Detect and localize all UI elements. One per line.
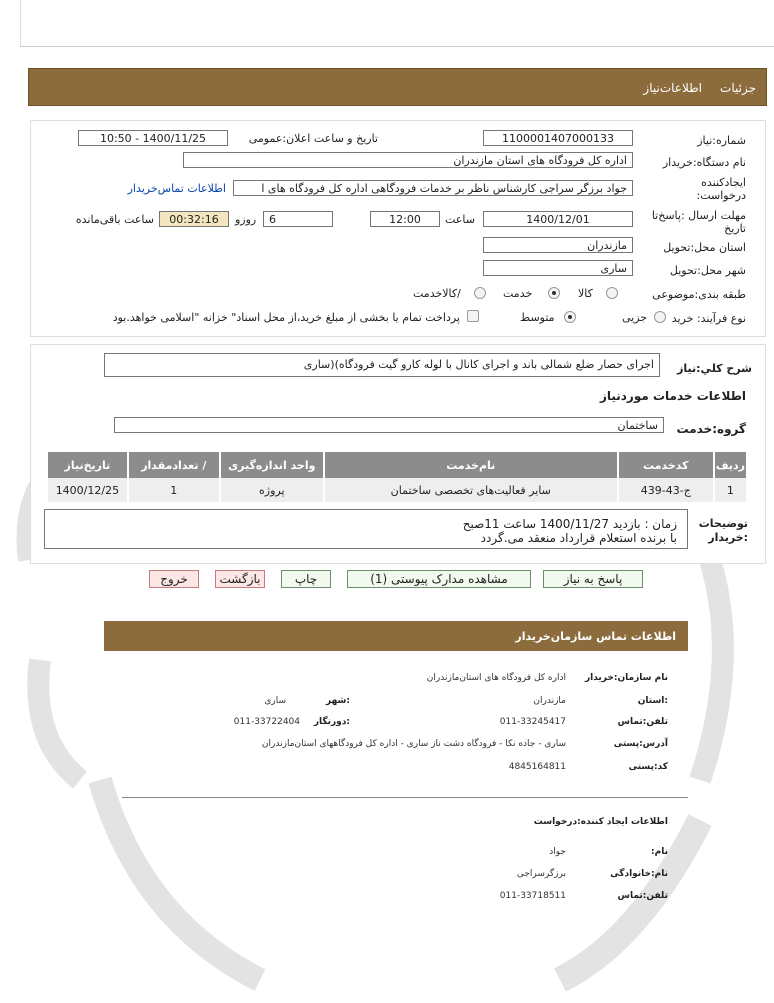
buyer-contact-header xyxy=(104,621,688,651)
process-option-medium: متوسط xyxy=(520,311,555,324)
creator-field: جواد برزگر سراجی کارشناس ناظر بر خدمات فرودگاهی اداره کل فرودگاه های ا xyxy=(233,180,633,196)
city-label: شهر محل:تحویل xyxy=(669,264,746,277)
contact-fax-value: 011-33722404 xyxy=(233,717,300,727)
creator-label: ایجادکننده xyxy=(701,176,746,189)
category-label: طبقه بندی:موضوعی xyxy=(652,288,746,301)
col-service-name: نام‌خدمت xyxy=(324,452,618,478)
required-services-title: اطلاعات خدمات موردنیاز xyxy=(599,389,746,403)
need-number-label: شماره:نیاز xyxy=(697,134,746,147)
col-row-number: ردیف xyxy=(714,452,746,478)
col-need-date: تاریخ‌نیاز xyxy=(47,452,128,478)
contact-org-value: اداره کل فرودگاه های استان‌مازندران xyxy=(426,673,566,683)
category-radio-service[interactable] xyxy=(548,287,560,299)
deadline-label-2: تاریخ xyxy=(724,222,746,235)
service-group-label: گروه:خدمت xyxy=(676,422,746,436)
contact-fax-label: :دورنگار xyxy=(313,717,350,727)
contact-phone-label: تلفن:تماس xyxy=(617,717,668,727)
contact-org-label: نام سازمان:خریدار xyxy=(584,673,668,683)
print-button[interactable]: چاپ xyxy=(281,570,331,588)
creator-phone-label: تلفن:تماس xyxy=(617,891,668,901)
announce-date-label: تاریخ و ساعت اعلان:عمومی xyxy=(248,132,378,145)
col-unit: واحد اندازه‌گیری xyxy=(220,452,324,478)
details-header-bar xyxy=(28,68,767,106)
creator-family-label: نام:خانوادگی xyxy=(610,869,668,879)
cell-service-name: سایر فعالیت‌های تخصصی ساختمان xyxy=(324,478,618,502)
treasury-payment-checkbox[interactable] xyxy=(467,310,479,322)
cell-service-code: ج-43-439 xyxy=(618,478,714,502)
process-radio-minor[interactable] xyxy=(654,311,666,323)
contact-province-value: مازندران xyxy=(533,696,566,706)
contact-city-value: ساری xyxy=(264,696,286,706)
tab-details[interactable]: جزئیات xyxy=(720,81,756,95)
creator-label-2: درخواست: xyxy=(696,189,746,202)
deadline-time-label: ساعت xyxy=(445,213,475,226)
exit-button[interactable]: خروج xyxy=(149,570,199,588)
category-radio-goods-service[interactable] xyxy=(474,287,486,299)
tab-need-info[interactable]: اطلاعات‌نیاز xyxy=(643,81,702,95)
days-field: 6 xyxy=(263,211,333,227)
general-description-field: اجرای حصار ضلع شمالی باند و اجرای کانال با لوله کارو گیت فرودگاه)(ساری xyxy=(104,353,660,377)
contact-postal-value: 4845164811 xyxy=(508,762,566,772)
back-button[interactable]: بازگشت xyxy=(215,570,265,588)
buyer-notes-label-2: :خریدار xyxy=(708,531,748,544)
contact-address-label: آدرس:پستی xyxy=(613,739,668,749)
creator-name-label: نام: xyxy=(651,847,668,857)
page-top-divider xyxy=(20,46,774,47)
buyer-org-label: نام دستگاه:خریدار xyxy=(662,156,746,169)
creator-info-title: اطلاعات ایجاد کننده:درخواست xyxy=(533,817,668,827)
services-table xyxy=(46,452,746,502)
creator-name-value: جواد xyxy=(549,847,566,857)
cell-quantity: 1 xyxy=(128,478,220,502)
creator-family-value: برزگر‌سراجی xyxy=(516,869,566,879)
need-number-field: 1100001407000133 xyxy=(483,130,633,146)
buyer-notes-label: توضیحات xyxy=(698,517,748,530)
category-option-service: خدمت xyxy=(503,287,533,300)
cell-need-date: 1400/12/25 xyxy=(47,478,128,502)
reply-button[interactable]: پاسخ به نیاز xyxy=(543,570,643,588)
table-row xyxy=(47,478,746,502)
cell-unit: پروژه xyxy=(220,478,324,502)
category-option-goods: کالا xyxy=(578,287,593,300)
contact-province-label: :استان xyxy=(637,696,668,706)
col-quantity: / تعدادمقدار xyxy=(128,452,220,478)
service-group-field: ساختمان xyxy=(114,417,664,433)
province-field: مازندران xyxy=(483,237,633,253)
city-field: ساری xyxy=(483,260,633,276)
province-label: استان محل:تحویل xyxy=(663,241,746,254)
remaining-label: ساعت باقی‌مانده xyxy=(75,213,154,226)
page-left-border xyxy=(20,0,21,46)
deadline-date-field: 1400/12/01 xyxy=(483,211,633,227)
deadline-label: مهلت ارسال :پاسخ‌تا xyxy=(651,209,746,222)
contact-postal-label: کد:پستی xyxy=(628,762,668,772)
view-attachments-button[interactable]: مشاهده مدارک پیوستی (1) xyxy=(347,570,531,588)
process-label: نوع فرآیند: خرید xyxy=(671,312,746,325)
buyer-contact-link[interactable]: اطلاعات تماس‌خریدار xyxy=(127,182,226,195)
buyer-org-field: اداره کل فرودگاه های استان مازندران xyxy=(183,152,633,168)
contact-divider xyxy=(122,797,688,798)
col-service-code: کدخدمت xyxy=(618,452,714,478)
contact-city-label: :شهر xyxy=(326,696,350,706)
buyer-notes-line-1: زمان : بازدید 1400/11/27 ساعت 11صبح xyxy=(462,517,677,531)
buyer-notes-box xyxy=(44,509,688,549)
deadline-time-field: 12:00 xyxy=(370,211,440,227)
buyer-contact-title: اطلاعات تماس سازمان‌خریدار xyxy=(515,630,676,643)
general-description-label: شرح کلي:نياز xyxy=(677,362,752,375)
process-radio-medium[interactable] xyxy=(564,311,576,323)
services-table-header xyxy=(47,452,746,478)
creator-phone-value: 011-33718511 xyxy=(499,891,566,901)
treasury-payment-note: پرداخت تمام یا بخشی از مبلغ خرید،از محل اسناد" خزانه "اسلامی خواهد.بود xyxy=(112,311,460,324)
category-option-goods-service: /کالاخدمت xyxy=(413,287,461,300)
contact-address-value: ساری - جاده نکا - فرودگاه دشت ناز ساری - اداره کل فرودگاههای استان‌مازندران xyxy=(261,739,566,749)
buyer-notes-line-2: با برنده استعلام قرارداد منعقد می.گردد xyxy=(480,531,677,545)
category-radio-goods[interactable] xyxy=(606,287,618,299)
days-label: روزو xyxy=(235,213,257,226)
cell-row-number: 1 xyxy=(714,478,746,502)
contact-phone-value: 011-33245417 xyxy=(499,717,566,727)
process-option-minor: جزیی xyxy=(622,311,648,324)
remaining-timer: 00:32:16 xyxy=(159,211,229,227)
announce-date-field: 1400/11/25 - 10:50 xyxy=(78,130,228,146)
